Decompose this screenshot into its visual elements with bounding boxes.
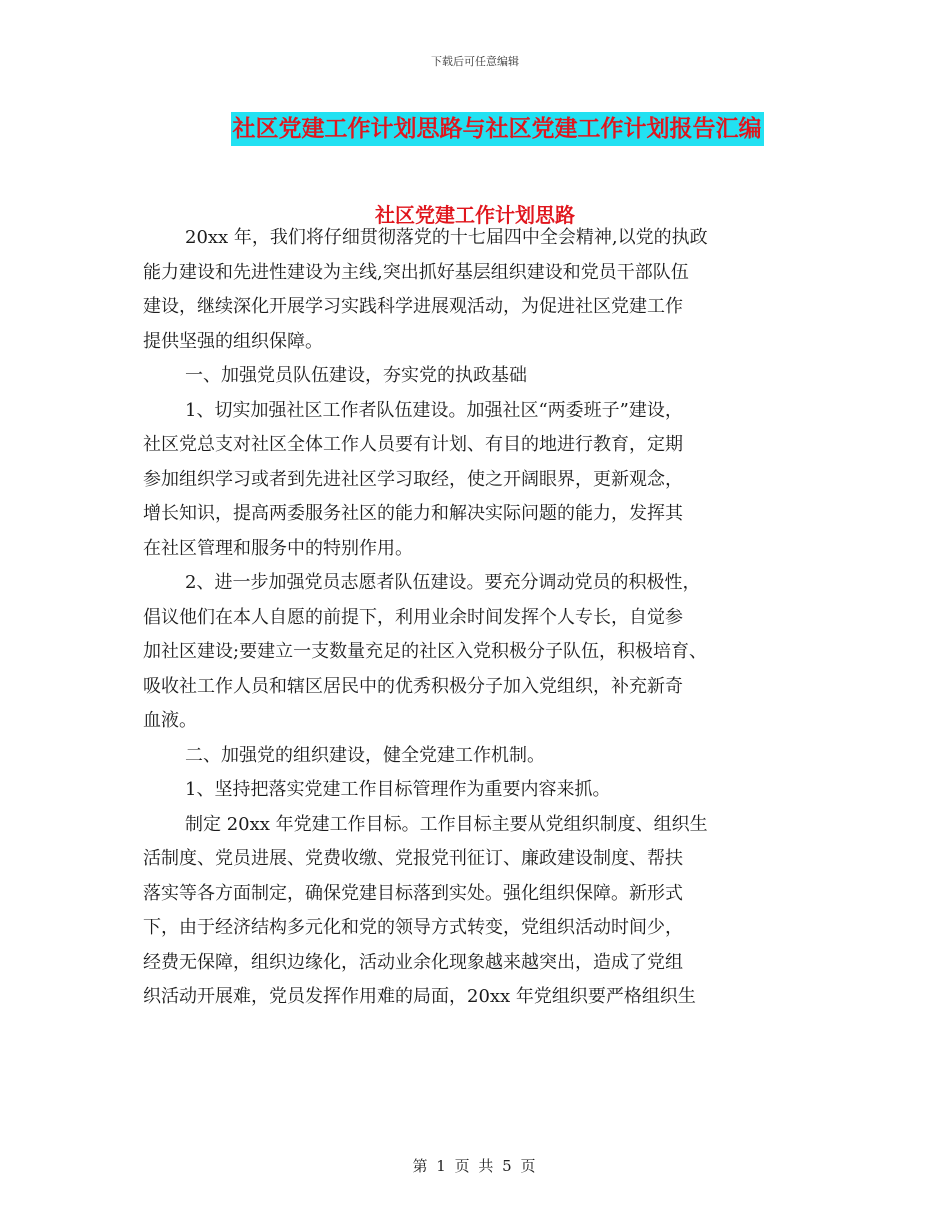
body-line: 加社区建设;要建立一支数量充足的社区入党积极分子队伍，积极培育、 <box>143 641 708 662</box>
body-line: 1、切实加强社区工作者队伍建设。加强社区“两委班子”建设， <box>185 399 683 421</box>
body-line: 倡议他们在本人自愿的前提下，利用业余时间发挥个人专长，自觉参 <box>143 606 683 628</box>
body-line: 落实等各方面制定，确保党建目标落到实处。强化组织保障。新形式 <box>143 882 683 904</box>
body-line: 制定 20xx 年党建工作目标。工作目标主要从党组织制度、组织生 <box>185 813 708 835</box>
body-line: 增长知识，提高两委服务社区的能力和解决实际问题的能力，发挥其 <box>143 503 683 524</box>
page-header-note: 下载后可任意编辑 <box>431 55 519 68</box>
document-title-container <box>0 112 950 146</box>
body-line: 血液。 <box>143 710 197 731</box>
section-title: 社区党建工作计划思路 <box>375 203 575 227</box>
body-line: 二、加强党的组织建设，健全党建工作机制。 <box>185 744 545 766</box>
body-paragraphs <box>143 221 823 1015</box>
body-line: 下，由于经济结构多元化和党的领导方式转变，党组织活动时间少， <box>143 917 683 938</box>
body-line: 织活动开展难，党员发挥作用难的局面，20xx 年党组织要严格组织生 <box>143 986 696 1007</box>
body-line: 1、坚持把落实党建工作目标管理作为重要内容来抓。 <box>185 779 611 800</box>
body-line: 吸收社工作人员和辖区居民中的优秀积极分子加入党组织，补充新奇 <box>143 675 683 697</box>
body-line: 一、加强党员队伍建设，夯实党的执政基础 <box>185 365 527 386</box>
body-line: 能力建设和先进性建设为主线,突出抓好基层组织建设和党员干部队伍 <box>143 261 689 283</box>
body-line: 经费无保障，组织边缘化，活动业余化现象越来越突出，造成了党组 <box>143 951 683 973</box>
body-line: 参加组织学习或者到先进社区学习取经，使之开阔眼界，更新观念， <box>143 468 683 490</box>
body-line: 社区党总支对社区全体工作人员要有计划、有目的地进行教育，定期 <box>143 434 683 455</box>
body-line: 活制度、党员进展、党费收缴、党报党刊征订、廉政建设制度、帮扶 <box>143 848 683 869</box>
body-line: 2、进一步加强党员志愿者队伍建设。要充分调动党员的积极性， <box>185 572 701 593</box>
body-line: 提供坚强的组织保障。 <box>143 330 323 352</box>
body-line: 在社区管理和服务中的特别作用。 <box>143 537 413 559</box>
body-line: 建设，继续深化开展学习实践科学进展观活动，为促进社区党建工作 <box>143 296 683 317</box>
page-footer: 第 1 页 共 5 页 <box>412 1157 538 1175</box>
body-text <box>143 221 823 1015</box>
document-title: 社区党建工作计划思路与社区党建工作计划报告汇编 <box>231 112 764 146</box>
body-line: 20xx 年，我们将仔细贯彻落党的十七届四中全会精神,以党的执政 <box>185 227 708 248</box>
